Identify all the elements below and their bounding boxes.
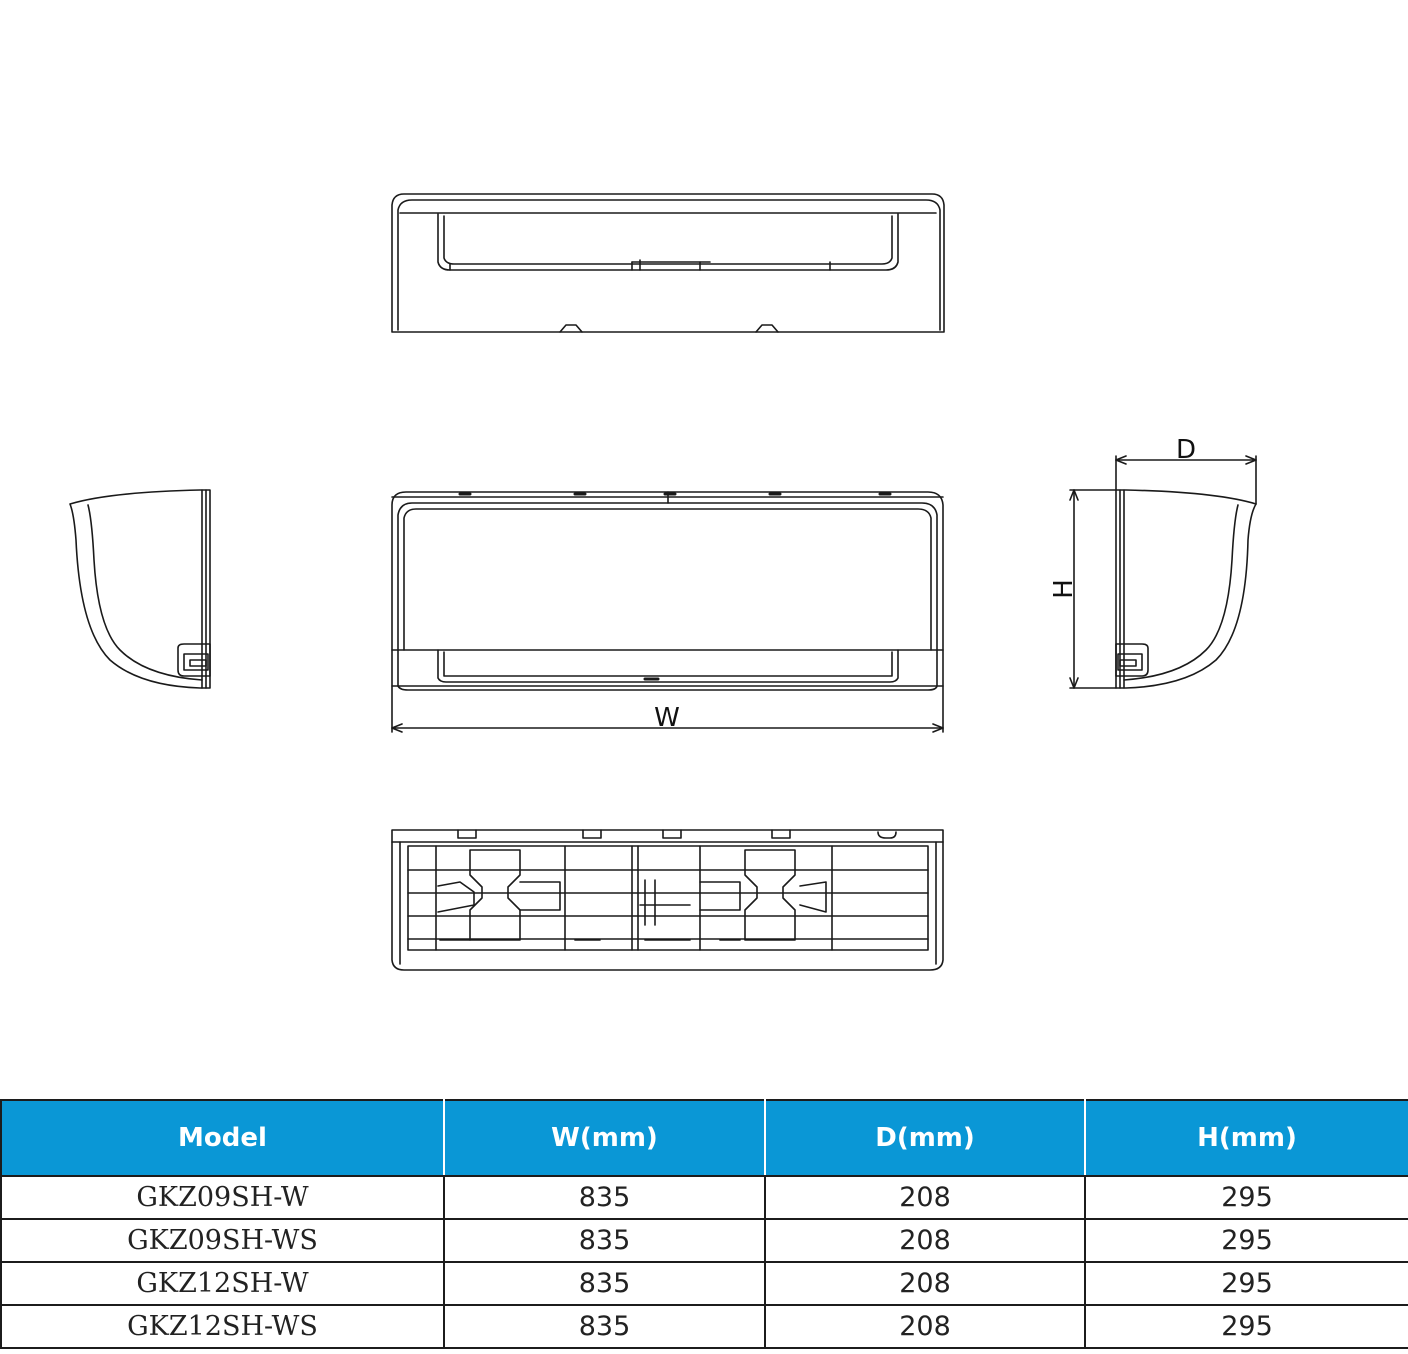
cell-height: 295 bbox=[1085, 1262, 1408, 1305]
spec-table bbox=[0, 1099, 1408, 1349]
cell-depth: 208 bbox=[765, 1262, 1085, 1305]
depth-label: D bbox=[1175, 435, 1197, 465]
cell-model: GKZ09SH-WS bbox=[1, 1219, 444, 1262]
table-row bbox=[1, 1262, 1408, 1305]
cell-depth: 208 bbox=[765, 1176, 1085, 1219]
header-height: H(mm) bbox=[1085, 1100, 1408, 1176]
bottom-view bbox=[392, 830, 943, 970]
front-view bbox=[392, 492, 943, 733]
cell-height: 295 bbox=[1085, 1305, 1408, 1348]
table-row bbox=[1, 1176, 1408, 1219]
cell-width: 835 bbox=[444, 1262, 765, 1305]
cell-depth: 208 bbox=[765, 1305, 1085, 1348]
right-side-view bbox=[1049, 435, 1256, 688]
cell-height: 295 bbox=[1085, 1176, 1408, 1219]
left-side-view bbox=[70, 490, 210, 688]
cell-model: GKZ09SH-W bbox=[1, 1176, 444, 1219]
cell-model: GKZ12SH-W bbox=[1, 1262, 444, 1305]
cell-height: 295 bbox=[1085, 1219, 1408, 1262]
table-row bbox=[1, 1219, 1408, 1262]
height-label: H bbox=[1049, 579, 1079, 599]
header-depth: D(mm) bbox=[765, 1100, 1085, 1176]
cell-model: GKZ12SH-WS bbox=[1, 1305, 444, 1348]
cell-depth: 208 bbox=[765, 1219, 1085, 1262]
table-row bbox=[1, 1305, 1408, 1348]
cell-width: 835 bbox=[444, 1176, 765, 1219]
width-label: W bbox=[654, 703, 680, 733]
header-width: W(mm) bbox=[444, 1100, 765, 1176]
cell-width: 835 bbox=[444, 1305, 765, 1348]
cell-width: 835 bbox=[444, 1219, 765, 1262]
header-model: Model bbox=[1, 1100, 444, 1176]
table-header-row bbox=[1, 1100, 1408, 1176]
top-view bbox=[392, 194, 944, 332]
